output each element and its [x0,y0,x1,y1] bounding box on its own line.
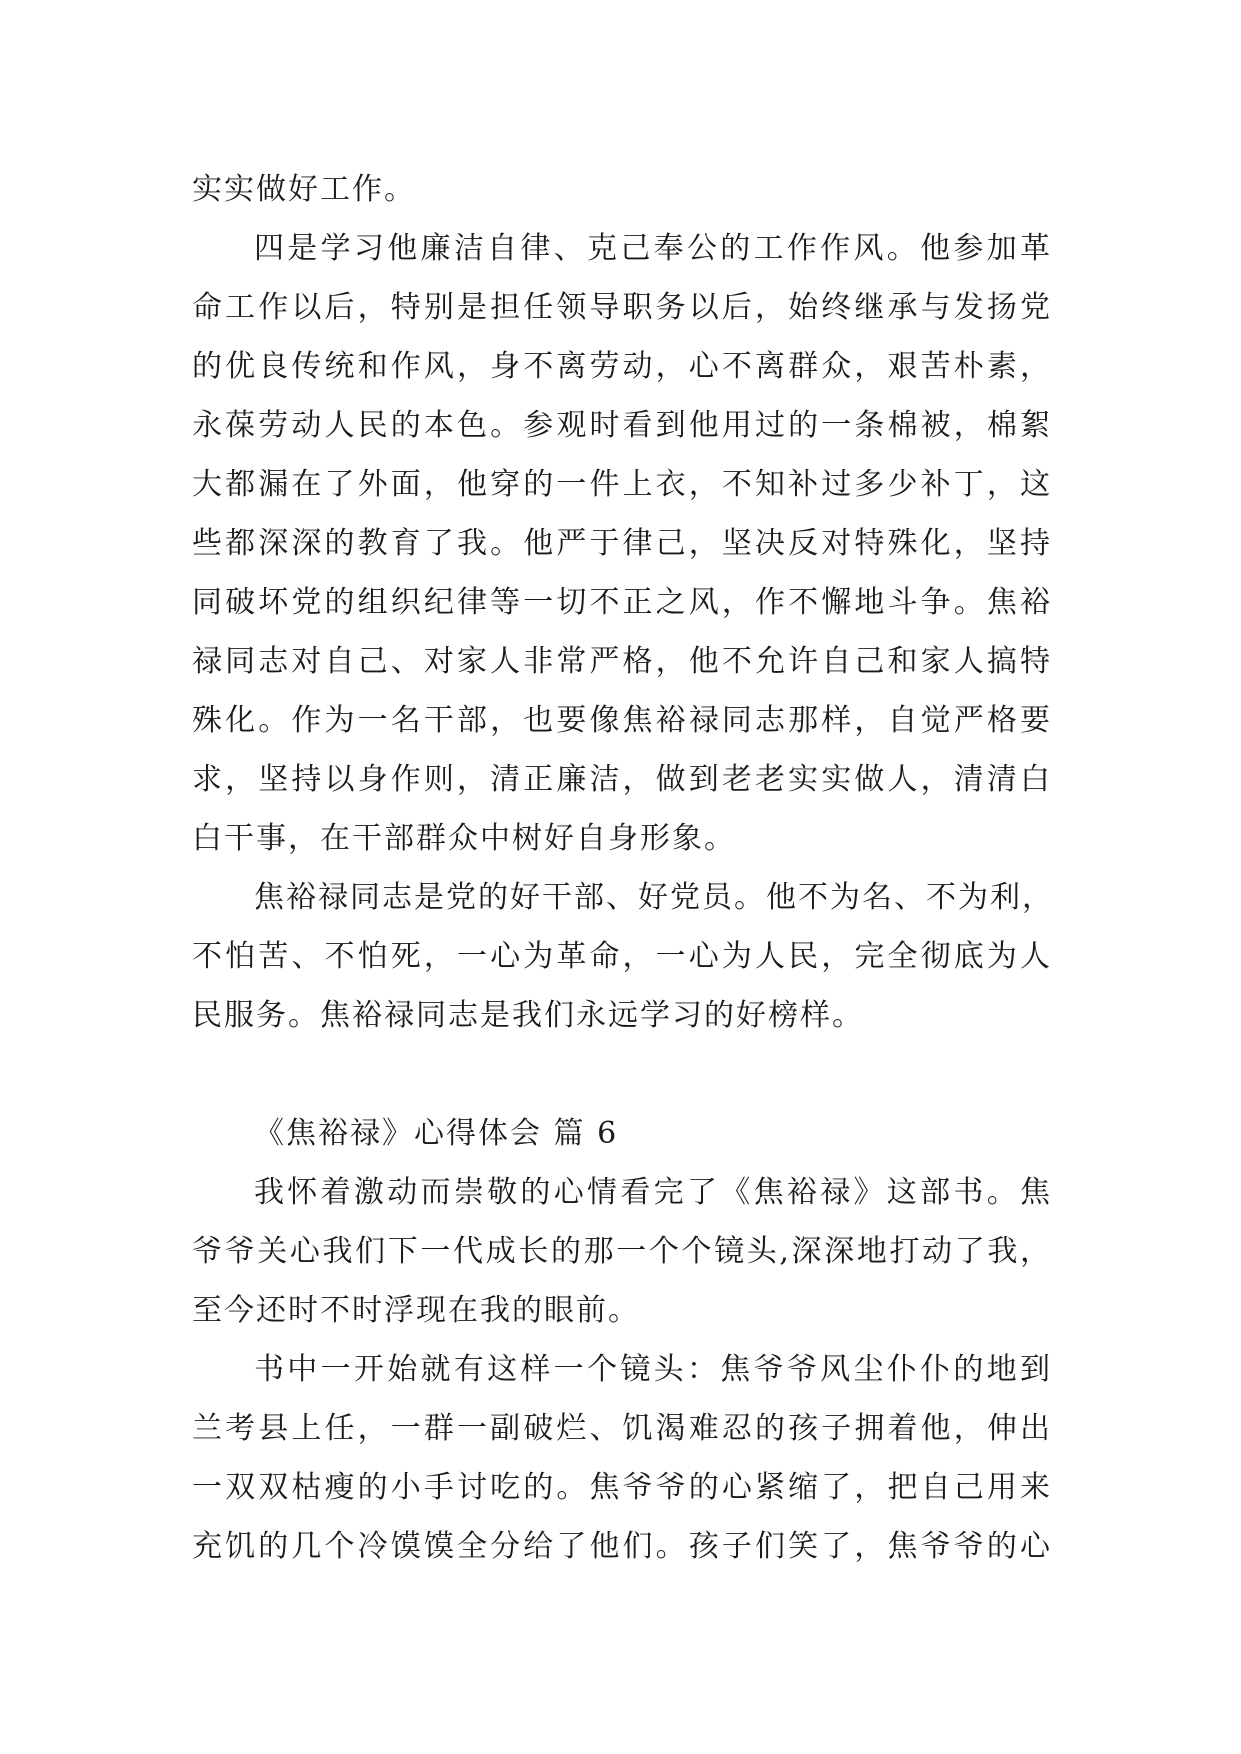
text-line: 不怕苦、不怕死，一心为革命，一心为人民，完全彻底为人 [192,939,1052,974]
text-line: 民服务。焦裕禄同志是我们永远学习的好榜样。 [192,998,864,1033]
text-line: 充饥的几个冷馍馍全分给了他们。孩子们笑了，焦爷爷的心 [192,1529,1052,1564]
text-line: 永葆劳动人民的本色。参观时看到他用过的一条棉被，棉絮 [192,408,1052,443]
text-line: 一双双枯瘦的小手讨吃的。焦爷爷的心紧缩了，把自己用来 [192,1470,1052,1505]
text-line: 爷爷关心我们下一代成长的那一个个镜头,深深地打动了我， [192,1234,1052,1269]
text-line: 白干事，在干部群众中树好自身形象。 [192,821,736,856]
text-line: 至今还时不时浮现在我的眼前。 [192,1293,640,1328]
text-line: 大都漏在了外面，他穿的一件上衣，不知补过多少补丁，这 [192,467,1052,502]
section-gap [192,1045,1052,1104]
text-line: 禄同志对自己、对家人非常严格，他不允许自己和家人搞特 [192,644,1052,679]
document-body [192,160,1052,1576]
paragraph-start-line: 我怀着激动而崇敬的心情看完了《焦裕禄》这部书。焦 [254,1175,1052,1210]
text-line: 实实做好工作。 [192,172,416,207]
paragraph-start-line: 四是学习他廉洁自律、克己奉公的工作作风。他参加革 [254,231,1052,266]
text-line: 的优良传统和作风，身不离劳动，心不离群众，艰苦朴素， [192,349,1052,384]
text-line: 命工作以后，特别是担任领导职务以后，始终继承与发扬党 [192,290,1052,325]
text-line: 些都深深的教育了我。他严于律己，坚决反对特殊化，坚持 [192,526,1052,561]
text-line: 求，坚持以身作则，清正廉洁，做到老老实实做人，清清白 [192,762,1052,797]
text-line: 同破坏党的组织纪律等一切不正之风，作不懈地斗争。焦裕 [192,585,1052,620]
section-heading: 《焦裕禄》心得体会 篇 6 [254,1116,619,1151]
text-line: 殊化。作为一名干部，也要像焦裕禄同志那样，自觉严格要 [192,703,1052,738]
paragraph-start-line: 焦裕禄同志是党的好干部、好党员。他不为名、不为利， [254,880,1054,915]
paragraph-start-line: 书中一开始就有这样一个镜头：焦爷爷风尘仆仆的地到 [254,1352,1052,1387]
text-line: 兰考县上任，一群一副破烂、饥渴难忍的孩子拥着他，伸出 [192,1411,1052,1446]
